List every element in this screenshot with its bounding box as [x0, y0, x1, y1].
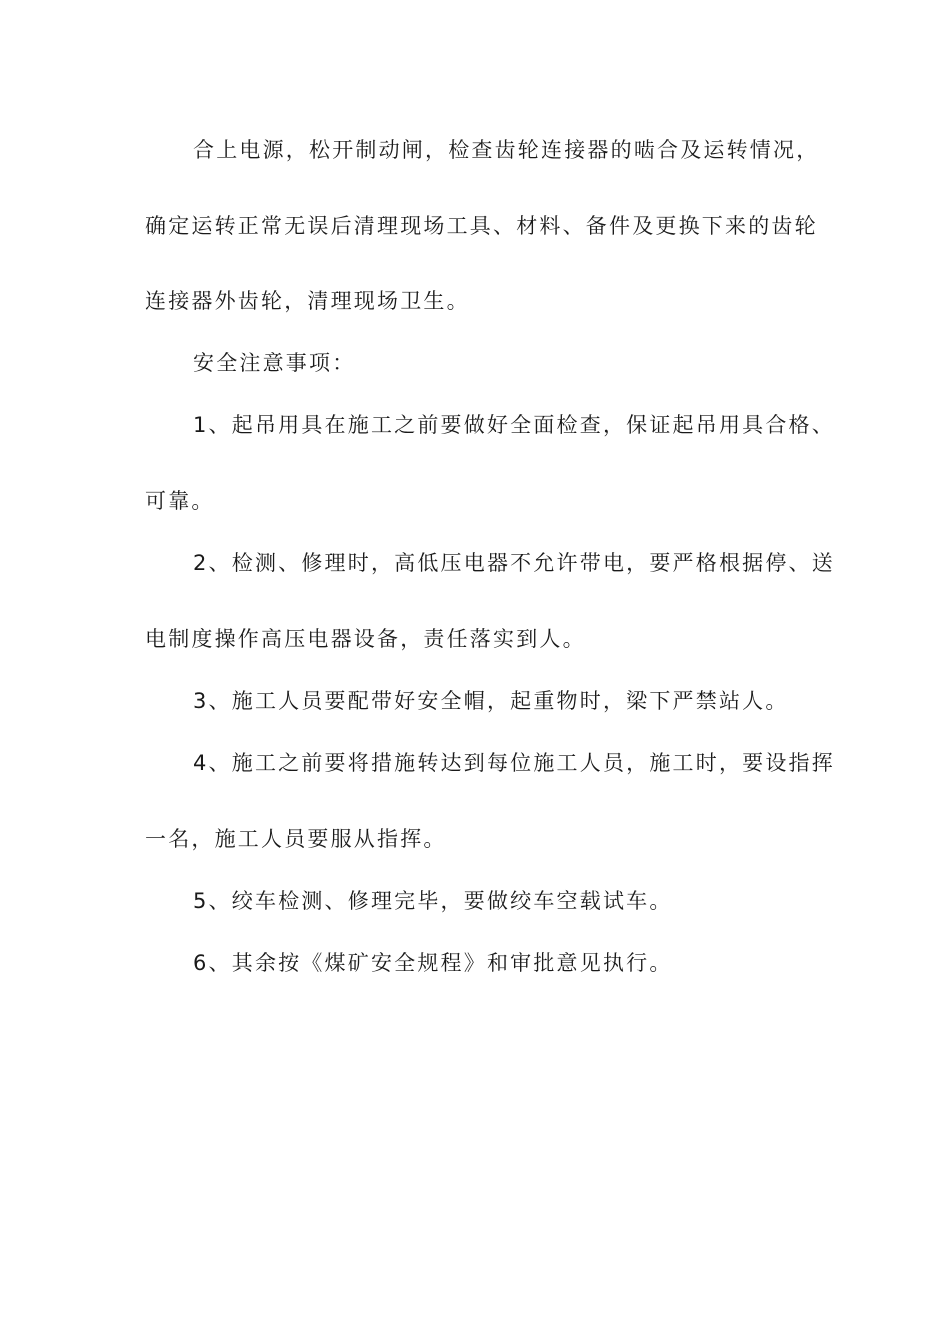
list-item-line: 可靠。: [145, 489, 215, 513]
list-item-line: 1、起吊用具在施工之前要做好全面检查，保证起吊用具合格、: [193, 413, 835, 437]
list-item-line: 2、检测、修理时，高低压电器不允许带电，要严格根据停、送: [193, 551, 835, 575]
list-item-line: 3、施工人员要配带好安全帽，起重物时，梁下严禁站人。: [193, 689, 789, 713]
paragraph-line: 连接器外齿轮，清理现场卫生。: [145, 289, 470, 313]
paragraph-line: 确定运转正常无误后清理现场工具、材料、备件及更换下来的齿轮: [145, 214, 818, 238]
list-item-line: 电制度操作高压电器设备，责任落实到人。: [145, 627, 586, 651]
list-item-line: 4、施工之前要将措施转达到每位施工人员，施工时，要设指挥: [193, 751, 835, 775]
paragraph-line: 合上电源，松开制动闸，检查齿轮连接器的啮合及运转情况，: [193, 138, 820, 162]
list-item-line: 一名，施工人员要服从指挥。: [145, 827, 447, 851]
list-item-line: 6、其余按《煤矿安全规程》和审批意见执行。: [193, 951, 673, 975]
section-heading: 安全注意事项：: [193, 351, 356, 375]
list-item-line: 5、绞车检测、修理完毕，要做绞车空载试车。: [193, 889, 673, 913]
